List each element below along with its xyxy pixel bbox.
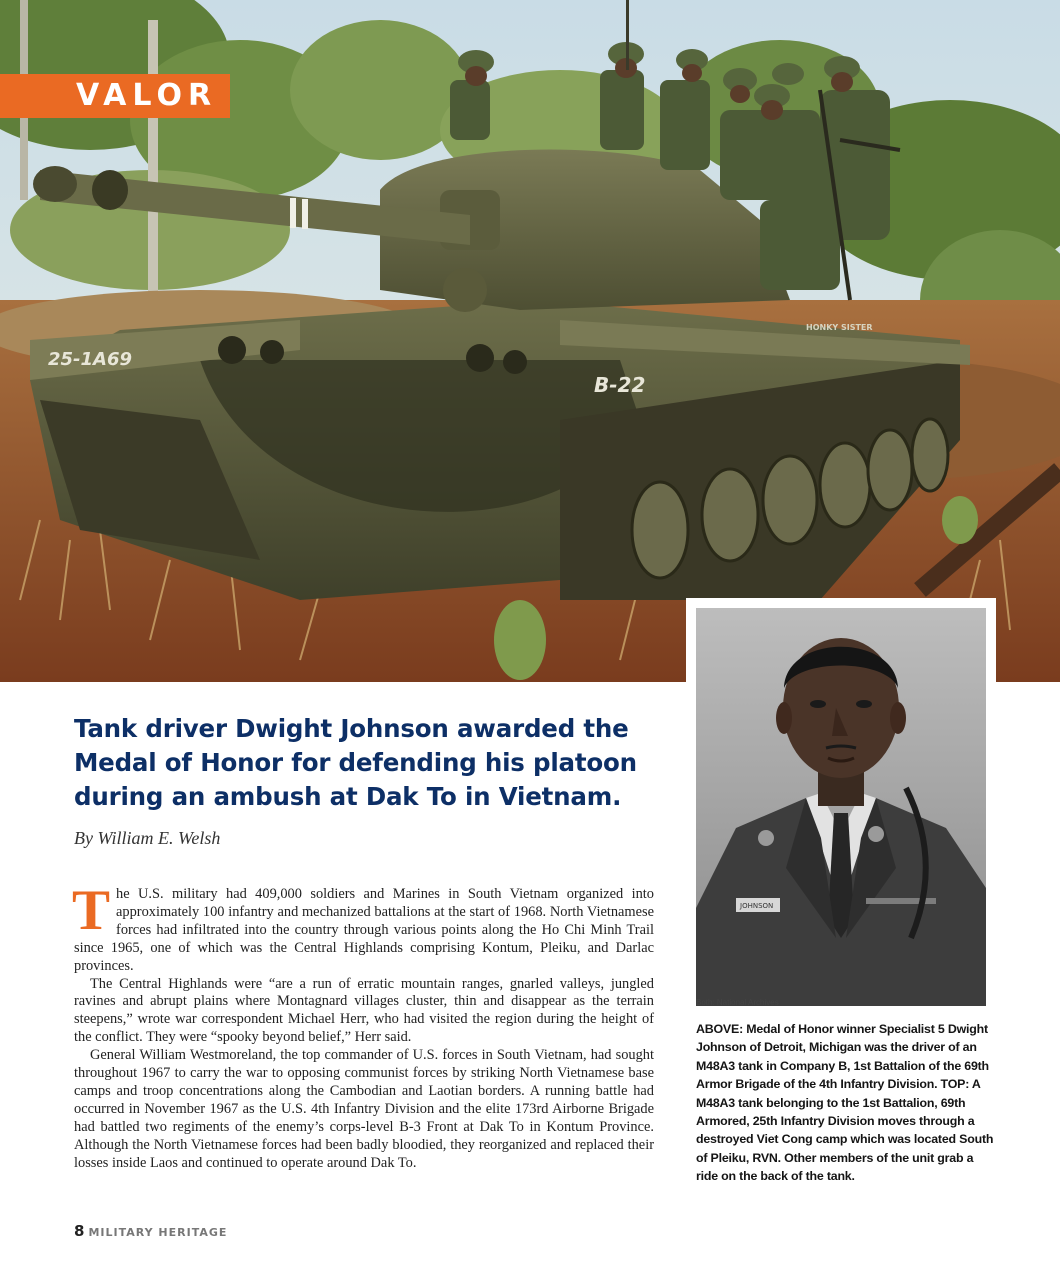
article-body: [72, 879, 654, 1173]
paragraph-1: [72, 879, 654, 976]
photo-caption: ABOVE: Medal of Honor winner Specialist 5 Dwight Johnson of Detroit, Michigan was the driver of an M48A3 tank in Company B, 1st Battalion of the 69th Armor Brigade of the 4th Infantry Division. TOP: A M48A3 tank belonging to the 1st Battalion, 69th Armored, 25th Infantry Division moves through a destroyed Viet Cong camp which was located South of Pleiku, RVN. Other members of the unit grab a ride on the back of the tank.: [696, 1022, 994, 1184]
portrait-frame: [686, 598, 996, 1010]
article-headline: Tank driver Dwight Johnson awarded the Medal of Honor for defending his platoon during an ambush at Dak To in Vietnam.: [74, 714, 637, 811]
publication-name: MILITARY HERITAGE: [88, 1226, 228, 1239]
article-byline: By William E. Welsh: [74, 828, 221, 848]
paragraph-1-text: he U.S. military had 409,000 soldiers and Marines in South Vietnam organized into approximately 100 infantry and mechanized battalions at the start of 1968. North Vietnamese forces had infiltrated into the country through various points along the Ho Chi Minh Trail since 1965, one of which was the Central Highlands comprising Kontum, Pleiku, and Darlac provinces.: [74, 886, 654, 974]
drop-cap: T: [72, 879, 111, 942]
portrait-photo: [696, 608, 986, 1006]
paragraph-3: General William Westmoreland, the top commander of U.S. forces in South Vietnam, had sought throughout 1967 to carry the war to opposing communist forces by striking North Vietnamese base camps and troop concentrations along the Cambodian and Laotian borders. A running battle had occurred in November 1967 as the U.S. 4th Infantry Division and the elite 173rd Airborne Brigade had battled two regiments of the enemy’s corps-level B-3 Front at Dak To in Kontum Province. Although the North Vietnamese forces had been badly bloodied, they reorganized and replaced their losses inside Laos and continued to operate around Dak To.: [74, 1047, 654, 1171]
hull-marking: 25-1A69: [48, 349, 133, 370]
turret-marking: B-22: [594, 373, 646, 397]
page-number: 8: [74, 1222, 85, 1240]
nametag-text: JOHNSON: [740, 902, 774, 910]
fender-marking: HONKY SISTER: [806, 323, 873, 332]
photo-credit: Both: National Archives: [696, 998, 779, 1007]
paragraph-2: The Central Highlands were “are a run of erratic mountain ranges, gnarled valleys, jungled ravines and abrupt plains where Montagnard villages cluster, thin and disappear as the terrain steepens,” wrote war correspondent Michael Herr, who had visited the region during the height of the conflict. They were “spooky beyond belief,” Herr said.: [74, 975, 654, 1046]
page-folio: [74, 1222, 227, 1240]
section-tag: VALOR: [0, 74, 230, 118]
